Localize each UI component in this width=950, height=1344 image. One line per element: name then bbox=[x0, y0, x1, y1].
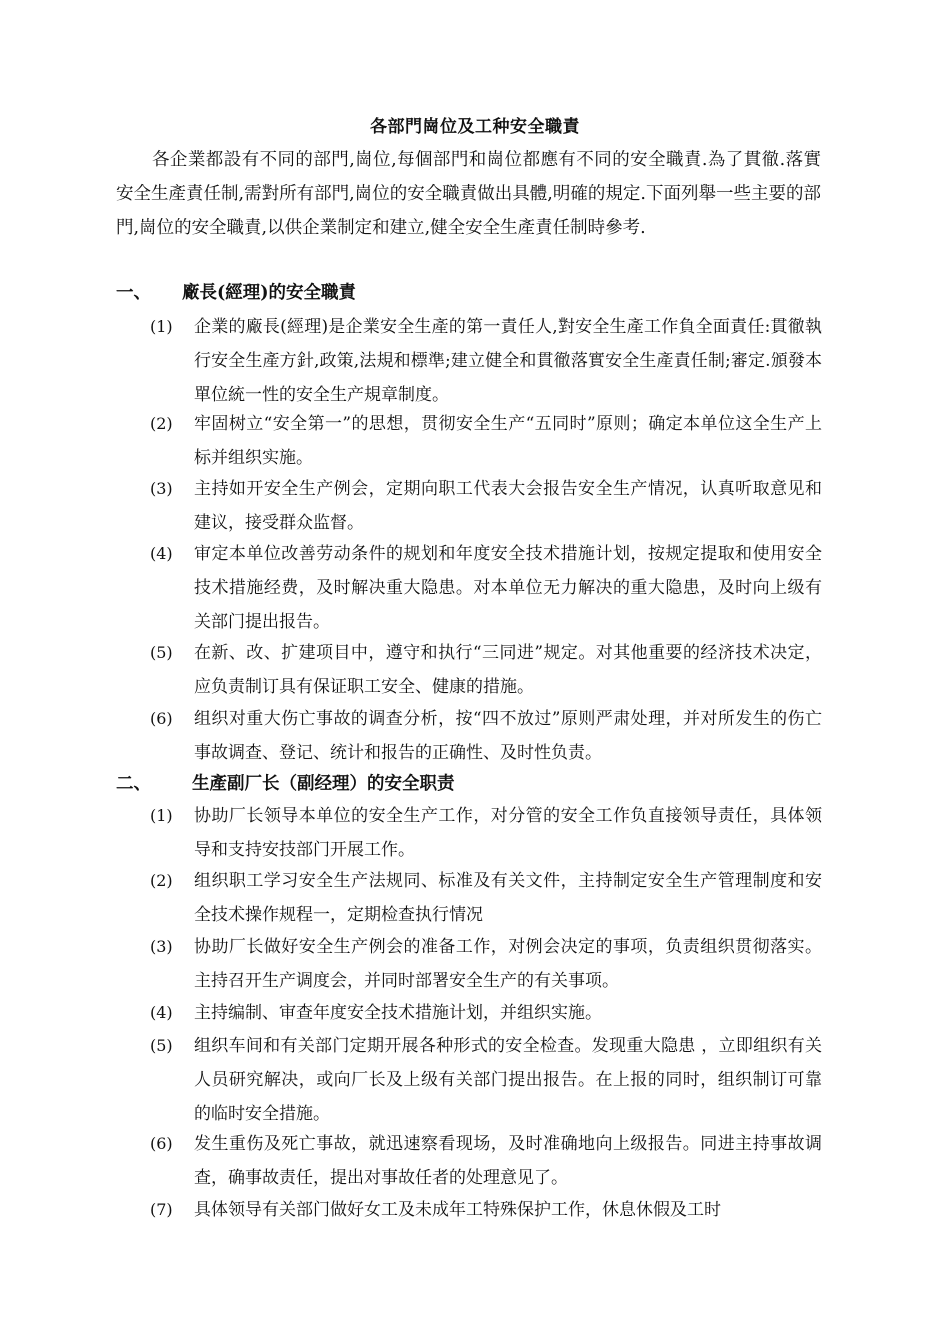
item-number: (5) bbox=[150, 1036, 173, 1055]
item-number: (5) bbox=[150, 643, 173, 662]
item-number: (3) bbox=[150, 937, 173, 956]
item-number: (1) bbox=[150, 317, 173, 336]
list-item bbox=[150, 636, 822, 704]
item-text: 协助厂长做好安全生产例会的准备工作，对例会决定的事项，负责组织贯彻落实。主持召开生产调度会，并同时部署安全生产的有关事项。 bbox=[194, 937, 822, 991]
item-text: 牢固树立“安全第一”的思想，贯彻安全生产“五同时”原则；确定本单位这全生产上标并组织实施。 bbox=[194, 414, 822, 468]
item-text: 主持如开安全生产例会，定期向职工代表大会报告安全生产情况，认真听取意见和建议，接受群众监督。 bbox=[194, 479, 822, 533]
list-item bbox=[150, 310, 822, 412]
item-text: 审定本单位改善劳动条件的规划和年度安全技术措施计划，按规定提取和使用安全技术措施经费，及时解决重大隐患。对本单位无力解决的重大隐患，及时向上级有关部门提出报告。 bbox=[194, 544, 822, 632]
intro-paragraph: 各企業都設有不同的部門,崗位,每個部門和崗位都應有不同的安全職責.為了貫徹.落實安全生產責任制,需對所有部門,崗位的安全職責做出具體,明確的規定.下面列舉一些主要的部門,崗位的安全職責,以供企業制定和建立,健全安全生產責任制時參考. bbox=[116, 150, 821, 238]
item-number: (7) bbox=[150, 1200, 173, 1219]
item-text: 协助厂长领导本单位的安全生产工作，对分管的安全工作负直接领导责任，具体领导和支持安技部门开展工作。 bbox=[194, 806, 822, 860]
item-text: 组织车间和有关部门定期开展各种形式的安全检查。发现重大隐患 ，立即组织有关人员研究解决，或向厂长及上级有关部门提出报告。在上报的同时，组织制订可靠的临时安全措施。 bbox=[194, 1036, 822, 1124]
item-text: 组织对重大伤亡事故的调查分析，按“四不放过”原则严肃处理，并对所发生的伤亡事故调查、登记、统计和报告的正确性、及时性负责。 bbox=[194, 709, 822, 763]
item-text: 主持编制、审查年度安全技术措施计划，并组织实施。 bbox=[194, 1003, 602, 1023]
item-number: (6) bbox=[150, 709, 173, 728]
list-item bbox=[150, 1127, 822, 1195]
section-heading bbox=[116, 769, 821, 799]
item-text: 在新、改、扩建项目中，遵守和执行“三同进”规定。对其他重要的经济技术决定，应负责制订具有保证职工安全、健康的措施。 bbox=[194, 643, 822, 697]
item-number: (4) bbox=[150, 1003, 173, 1022]
section-number: 一、 bbox=[116, 283, 151, 303]
list-item bbox=[150, 864, 822, 932]
list-item bbox=[150, 930, 822, 998]
item-number: (4) bbox=[150, 544, 173, 563]
item-number: (3) bbox=[150, 479, 173, 498]
list-item bbox=[150, 799, 822, 867]
item-text: 发生重伤及死亡事故，就迅速察看现场，及时准确地向上级报告。同进主持事故调查，确事故责任，提出对事故任者的处理意见了。 bbox=[194, 1134, 822, 1188]
item-number: (2) bbox=[150, 414, 173, 433]
list-item bbox=[150, 702, 822, 770]
list-item bbox=[150, 1029, 822, 1131]
list-item bbox=[150, 1193, 822, 1227]
document-title: 各部門崗位及工种安全職責 bbox=[370, 117, 580, 137]
item-text: 组织职工学习安全生产法规同、标准及有关文件，主持制定安全生产管理制度和安全技术操作规程一，定期检查执行情况 bbox=[194, 871, 822, 925]
list-item bbox=[150, 407, 822, 475]
list-item bbox=[150, 537, 822, 639]
item-text: 企業的廠長(經理)是企業安全生產的第一責任人,對安全生產工作負全面責任:貫徹執行安全生產方針,政策,法規和標準;建立健全和貫徹落實安全生產責任制;審定.頒發本單位統一性的安全生产規章制度。 bbox=[194, 317, 822, 405]
section-title: 廠長(經理)的安全職責 bbox=[182, 283, 357, 303]
section-heading bbox=[116, 278, 821, 308]
section-title: 生產副厂长（副经理）的安全职责 bbox=[192, 774, 455, 794]
item-number: (2) bbox=[150, 871, 173, 890]
item-text: 具体领导有关部门做好女工及未成年工特殊保护工作，休息休假及工时 bbox=[194, 1200, 721, 1220]
list-item bbox=[150, 996, 822, 1030]
section-number: 二、 bbox=[116, 774, 151, 794]
list-item bbox=[150, 472, 822, 540]
item-number: (1) bbox=[150, 806, 173, 825]
item-number: (6) bbox=[150, 1134, 173, 1153]
